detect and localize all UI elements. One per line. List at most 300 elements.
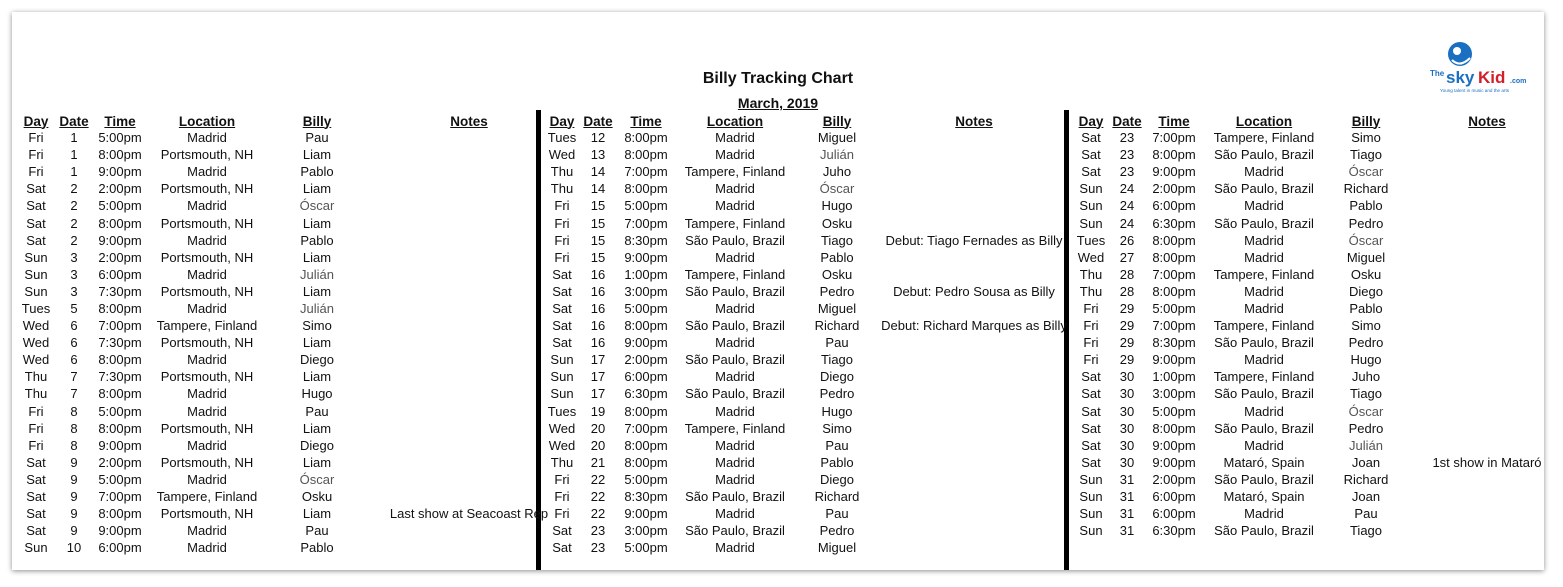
cell-location: São Paulo, Brazil — [685, 318, 785, 334]
cell-billy: Miguel — [1346, 249, 1386, 265]
cell-date: 13 — [590, 147, 606, 163]
cell-time: 8:30pm — [1152, 335, 1196, 351]
cell-location: Madrid — [1244, 300, 1284, 316]
page-title: Billy Tracking Chart — [702, 70, 854, 87]
cell-date: 9 — [70, 506, 78, 522]
table-row — [1073, 214, 1544, 231]
cell-day: Fri — [554, 471, 570, 487]
table-row — [16, 368, 570, 385]
table-row — [16, 505, 570, 522]
cell-billy: Julián — [820, 147, 854, 163]
cell-location: Madrid — [187, 352, 227, 368]
cell-date: 15 — [590, 198, 606, 214]
cell-location: São Paulo, Brazil — [1214, 335, 1314, 351]
table-row — [544, 505, 1068, 522]
cell-billy: Tiago — [1349, 386, 1383, 402]
cell-time: 6:00pm — [98, 540, 142, 556]
table-row — [544, 283, 1068, 300]
cell-date: 23 — [590, 540, 606, 556]
cell-date: 31 — [1119, 471, 1135, 487]
cell-location: São Paulo, Brazil — [1214, 147, 1314, 163]
cell-time: 8:00pm — [624, 130, 668, 146]
table-row — [544, 471, 1068, 488]
cell-time: 9:00pm — [98, 232, 142, 248]
cell-location: Tampere, Finland — [684, 266, 786, 282]
cell-day: Sun — [1079, 215, 1103, 231]
cell-time: 6:00pm — [98, 266, 142, 282]
cell-billy: Julián — [1349, 437, 1383, 453]
cell-day: Fri — [28, 147, 44, 163]
table-row — [544, 180, 1068, 197]
cell-location: Madrid — [187, 300, 227, 316]
table-row — [544, 163, 1068, 180]
cell-billy: Pedro — [819, 386, 855, 402]
cell-time: 7:00pm — [1152, 318, 1196, 334]
cell-day: Sat — [1081, 403, 1101, 419]
cell-date: 23 — [1119, 130, 1135, 146]
cell-billy: Pau — [305, 523, 329, 539]
cell-date: 23 — [1119, 164, 1135, 180]
cell-day: Sat — [552, 283, 572, 299]
cell-billy: Liam — [302, 147, 332, 163]
cell-location: Madrid — [715, 147, 755, 163]
cell-day: Sat — [26, 471, 46, 487]
cell-date: 16 — [590, 335, 606, 351]
table-row — [16, 403, 570, 420]
cell-time: 8:30pm — [624, 232, 668, 248]
cell-day: Sun — [1079, 181, 1103, 197]
cell-notes: 1st show in Mataró — [1432, 454, 1542, 470]
table-header-row — [16, 113, 570, 129]
cell-date: 7 — [70, 369, 78, 385]
cell-date: 3 — [70, 266, 78, 282]
cell-time: 6:30pm — [1152, 523, 1196, 539]
cell-billy: Pau — [1354, 506, 1378, 522]
cell-location: Madrid — [1244, 249, 1284, 265]
cell-time: 8:30pm — [624, 489, 668, 505]
cell-day: Sat — [1081, 386, 1101, 402]
cell-date: 10 — [66, 540, 82, 556]
cell-time: 9:00pm — [1152, 454, 1196, 470]
cell-billy: Julián — [300, 266, 334, 282]
cell-location: Tampere, Finland — [156, 318, 258, 334]
schedule-block-2 — [544, 113, 1068, 556]
cell-time: 8:00pm — [1152, 147, 1196, 163]
cell-billy: Simo — [302, 318, 332, 334]
cell-date: 31 — [1119, 523, 1135, 539]
cell-date: 30 — [1119, 403, 1135, 419]
cell-location: São Paulo, Brazil — [685, 523, 785, 539]
cell-time: 9:00pm — [1152, 352, 1196, 368]
cell-time: 8:00pm — [1152, 232, 1196, 248]
cell-time: 8:00pm — [98, 215, 142, 231]
cell-date: 21 — [590, 454, 606, 470]
cell-time: 2:00pm — [1152, 181, 1196, 197]
cell-location: Madrid — [187, 437, 227, 453]
cell-day: Sun — [24, 540, 48, 556]
cell-date: 17 — [590, 352, 606, 368]
cell-billy: Pedro — [819, 523, 855, 539]
table-row — [16, 180, 570, 197]
cell-day: Sun — [24, 266, 48, 282]
cell-date: 2 — [70, 215, 78, 231]
cell-location: Madrid — [187, 523, 227, 539]
cell-date: 26 — [1119, 232, 1135, 248]
cell-date: 20 — [590, 420, 606, 436]
table-row — [544, 368, 1068, 385]
cell-time: 1:00pm — [1152, 369, 1196, 385]
cell-date: 22 — [590, 489, 606, 505]
cell-billy: Miguel — [817, 300, 857, 316]
table-row — [1073, 334, 1544, 351]
cell-billy: Pablo — [300, 164, 334, 180]
cell-billy: Pau — [825, 335, 849, 351]
cell-time: 9:00pm — [1152, 164, 1196, 180]
table-row — [544, 249, 1068, 266]
cell-location: Madrid — [187, 403, 227, 419]
table-row — [1073, 420, 1544, 437]
cell-time: 8:00pm — [98, 352, 142, 368]
cell-date: 16 — [590, 318, 606, 334]
cell-date: 16 — [590, 283, 606, 299]
table-row — [1073, 351, 1544, 368]
cell-date: 24 — [1119, 181, 1135, 197]
cell-date: 20 — [590, 437, 606, 453]
cell-date: 16 — [590, 266, 606, 282]
cell-location: Madrid — [715, 249, 755, 265]
cell-day: Fri — [554, 215, 570, 231]
cell-location: Tampere, Finland — [1213, 318, 1315, 334]
cell-day: Wed — [22, 318, 50, 334]
cell-time: 7:30pm — [98, 283, 142, 299]
cell-time: 2:00pm — [98, 454, 142, 470]
cell-day: Wed — [548, 420, 576, 436]
cell-billy: Pablo — [1349, 198, 1383, 214]
page-subtitle: March, 2019 — [737, 95, 819, 111]
cell-date: 31 — [1119, 506, 1135, 522]
cell-time: 1:00pm — [624, 266, 668, 282]
cell-day: Sun — [24, 249, 48, 265]
cell-location: Portsmouth, NH — [160, 147, 254, 163]
cell-time: 8:00pm — [98, 386, 142, 402]
cell-time: 2:00pm — [98, 249, 142, 265]
cell-date: 1 — [70, 164, 78, 180]
table-row — [16, 334, 570, 351]
table-row — [16, 471, 570, 488]
cell-day: Wed — [548, 437, 576, 453]
cell-location: São Paulo, Brazil — [685, 352, 785, 368]
table-row — [544, 334, 1068, 351]
cell-date: 9 — [70, 523, 78, 539]
cell-location: São Paulo, Brazil — [685, 386, 785, 402]
cell-date: 27 — [1119, 249, 1135, 265]
header-time: Time — [1158, 113, 1190, 129]
cell-time: 2:00pm — [98, 181, 142, 197]
cell-location: Tampere, Finland — [156, 489, 258, 505]
cell-time: 5:00pm — [624, 540, 668, 556]
table-row — [544, 437, 1068, 454]
table-row — [1073, 232, 1544, 249]
cell-day: Fri — [1083, 318, 1099, 334]
cell-billy: Tiago — [1349, 523, 1383, 539]
header-location: Location — [706, 113, 764, 129]
cell-day: Sat — [26, 215, 46, 231]
cell-billy: Óscar — [299, 471, 335, 487]
cell-notes: Debut: Pedro Sousa as Billy — [893, 283, 1055, 299]
table-row — [1073, 197, 1544, 214]
cell-billy: Osku — [821, 266, 853, 282]
cell-location: Madrid — [715, 369, 755, 385]
table-row — [1073, 317, 1544, 334]
cell-time: 8:00pm — [98, 506, 142, 522]
cell-billy: Liam — [302, 181, 332, 197]
cell-time: 9:00pm — [98, 437, 142, 453]
cell-location: São Paulo, Brazil — [685, 489, 785, 505]
cell-time: 7:00pm — [1152, 130, 1196, 146]
cell-location: Madrid — [1244, 506, 1284, 522]
table-row — [544, 403, 1068, 420]
cell-billy: Juho — [1351, 369, 1381, 385]
cell-time: 7:00pm — [98, 489, 142, 505]
cell-day: Sat — [552, 540, 572, 556]
cell-billy: Liam — [302, 335, 332, 351]
cell-date: 9 — [70, 489, 78, 505]
cell-billy: Tiago — [820, 352, 854, 368]
cell-day: Fri — [554, 489, 570, 505]
cell-day: Fri — [28, 130, 44, 146]
cell-billy: Liam — [302, 506, 332, 522]
cell-billy: Pablo — [300, 540, 334, 556]
cell-time: 9:00pm — [624, 249, 668, 265]
cell-time: 8:00pm — [1152, 249, 1196, 265]
cell-time: 5:00pm — [98, 130, 142, 146]
cell-location: Tampere, Finland — [684, 420, 786, 436]
table-row — [16, 300, 570, 317]
header-notes: Notes — [1468, 113, 1506, 129]
cell-billy: Osku — [301, 489, 333, 505]
cell-location: Portsmouth, NH — [160, 420, 254, 436]
cell-date: 14 — [590, 164, 606, 180]
cell-date: 16 — [590, 300, 606, 316]
cell-day: Fri — [1083, 352, 1099, 368]
cell-day: Sun — [1079, 506, 1103, 522]
cell-day: Fri — [28, 437, 44, 453]
cell-day: Sat — [1081, 164, 1101, 180]
cell-day: Thu — [550, 181, 574, 197]
cell-time: 8:00pm — [1152, 283, 1196, 299]
table-row — [544, 214, 1068, 231]
table-row — [1073, 180, 1544, 197]
cell-location: São Paulo, Brazil — [685, 283, 785, 299]
table-row — [544, 129, 1068, 146]
cell-day: Sun — [1079, 523, 1103, 539]
cell-location: Madrid — [187, 471, 227, 487]
cell-location: Madrid — [715, 506, 755, 522]
header-billy: Billy — [1351, 113, 1381, 129]
cell-billy: Óscar — [299, 198, 335, 214]
cell-day: Fri — [554, 198, 570, 214]
cell-date: 15 — [590, 249, 606, 265]
cell-day: Thu — [24, 386, 48, 402]
cell-location: Madrid — [1244, 232, 1284, 248]
cell-day: Sun — [550, 386, 574, 402]
cell-billy: Osku — [821, 215, 853, 231]
cell-time: 8:00pm — [98, 147, 142, 163]
cell-location: Madrid — [1244, 164, 1284, 180]
header-day: Day — [549, 113, 575, 129]
cell-time: 7:30pm — [98, 369, 142, 385]
cell-day: Sat — [26, 198, 46, 214]
table-row — [1073, 283, 1544, 300]
cell-billy: Joan — [1351, 489, 1381, 505]
cell-location: Madrid — [1244, 437, 1284, 453]
header-notes: Notes — [450, 113, 488, 129]
cell-billy: Simo — [1351, 130, 1381, 146]
cell-location: Madrid — [715, 300, 755, 316]
cell-date: 30 — [1119, 437, 1135, 453]
cell-location: Madrid — [715, 454, 755, 470]
table-row — [16, 266, 570, 283]
cell-billy: Hugo — [301, 386, 333, 402]
logo-tagline: Young talent in music and the arts — [1440, 88, 1510, 93]
cell-billy: Diego — [820, 471, 854, 487]
cell-time: 7:30pm — [98, 335, 142, 351]
cell-date: 7 — [70, 386, 78, 402]
cell-date: 29 — [1119, 352, 1135, 368]
cell-billy: Pau — [825, 506, 849, 522]
cell-date: 1 — [70, 130, 78, 146]
cell-day: Wed — [1077, 249, 1105, 265]
cell-location: Mataró, Spain — [1223, 454, 1305, 470]
table-row — [16, 283, 570, 300]
table-row — [544, 317, 1068, 334]
cell-date: 6 — [70, 318, 78, 334]
cell-time: 9:00pm — [98, 164, 142, 180]
cell-billy: Diego — [300, 352, 334, 368]
header-date: Date — [59, 113, 89, 129]
header-day: Day — [23, 113, 49, 129]
header-time: Time — [630, 113, 662, 129]
cell-location: Mataró, Spain — [1223, 489, 1305, 505]
cell-location: São Paulo, Brazil — [1214, 420, 1314, 436]
table-row — [544, 522, 1068, 539]
cell-day: Fri — [554, 232, 570, 248]
cell-date: 17 — [590, 369, 606, 385]
cell-location: Madrid — [187, 130, 227, 146]
table-row — [1073, 488, 1544, 505]
theskykid-logo — [1426, 38, 1536, 100]
table-row — [16, 317, 570, 334]
cell-day: Sat — [26, 489, 46, 505]
cell-billy: Pablo — [300, 232, 334, 248]
cell-day: Fri — [28, 164, 44, 180]
table-row — [1073, 300, 1544, 317]
table-row — [544, 420, 1068, 437]
cell-day: Thu — [550, 454, 574, 470]
table-row — [16, 437, 570, 454]
cell-day: Sat — [1081, 147, 1101, 163]
cell-date: 30 — [1119, 386, 1135, 402]
cell-day: Sun — [1079, 489, 1103, 505]
cell-day: Fri — [554, 506, 570, 522]
cell-location: Tampere, Finland — [684, 215, 786, 231]
cell-date: 15 — [590, 215, 606, 231]
table-row — [1073, 368, 1544, 385]
cell-location: São Paulo, Brazil — [1214, 471, 1314, 487]
header-billy: Billy — [302, 113, 332, 129]
cell-date: 23 — [1119, 147, 1135, 163]
cell-day: Sat — [1081, 437, 1101, 453]
cell-location: Madrid — [187, 266, 227, 282]
cell-location: Madrid — [1244, 403, 1284, 419]
cell-date: 30 — [1119, 420, 1135, 436]
cell-day: Sat — [1081, 369, 1101, 385]
cell-day: Sat — [552, 318, 572, 334]
table-row — [16, 163, 570, 180]
cell-billy: Pau — [305, 130, 329, 146]
cell-time: 8:00pm — [98, 300, 142, 316]
cell-location: Madrid — [715, 130, 755, 146]
cell-date: 6 — [70, 352, 78, 368]
table-row — [16, 249, 570, 266]
cell-billy: Óscar — [1348, 403, 1384, 419]
cell-billy: Pablo — [820, 454, 854, 470]
cell-location: Portsmouth, NH — [160, 215, 254, 231]
table-row — [1073, 129, 1544, 146]
cell-day: Sat — [1081, 130, 1101, 146]
cell-location: Tampere, Finland — [1213, 130, 1315, 146]
cell-time: 5:00pm — [98, 198, 142, 214]
cell-date: 9 — [70, 471, 78, 487]
header-date: Date — [583, 113, 613, 129]
cell-time: 3:00pm — [624, 283, 668, 299]
cell-date: 30 — [1119, 369, 1135, 385]
cell-location: Madrid — [715, 335, 755, 351]
table-row — [1073, 146, 1544, 163]
cell-day: Wed — [22, 335, 50, 351]
cell-location: Madrid — [1244, 198, 1284, 214]
cell-billy: Hugo — [1350, 352, 1382, 368]
header-day: Day — [1078, 113, 1104, 129]
cell-location: Portsmouth, NH — [160, 454, 254, 470]
table-row — [16, 146, 570, 163]
cell-date: 5 — [70, 300, 78, 316]
cell-billy: Pedro — [1348, 335, 1384, 351]
cell-billy: Tiago — [1349, 147, 1383, 163]
cell-billy: Pau — [825, 437, 849, 453]
table-row — [544, 232, 1068, 249]
cell-date: 12 — [590, 130, 606, 146]
cell-time: 5:00pm — [98, 471, 142, 487]
cell-location: Portsmouth, NH — [160, 369, 254, 385]
cell-date: 24 — [1119, 198, 1135, 214]
cell-time: 3:00pm — [624, 523, 668, 539]
cell-billy: Óscar — [819, 181, 855, 197]
cell-day: Sun — [550, 352, 574, 368]
cell-date: 31 — [1119, 489, 1135, 505]
cell-time: 6:00pm — [624, 369, 668, 385]
cell-day: Sat — [26, 454, 46, 470]
table-row — [1073, 266, 1544, 283]
cell-billy: Pedro — [819, 283, 855, 299]
cell-billy: Liam — [302, 369, 332, 385]
cell-location: Madrid — [715, 437, 755, 453]
cell-billy: Miguel — [817, 130, 857, 146]
cell-date: 17 — [590, 386, 606, 402]
cell-location: Madrid — [187, 232, 227, 248]
cell-day: Thu — [1079, 283, 1103, 299]
cell-date: 28 — [1119, 283, 1135, 299]
